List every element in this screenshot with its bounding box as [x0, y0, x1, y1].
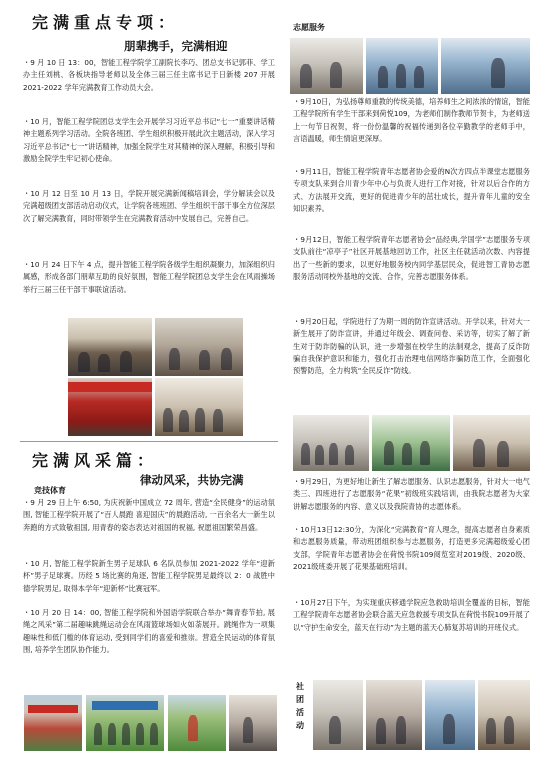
photo-club-group: [478, 680, 530, 750]
photo-football-team: [86, 695, 164, 751]
photo-club-event: [425, 680, 475, 750]
photo-lecture-hall: [155, 318, 243, 376]
photo-anti-fraud-lecture: [293, 415, 369, 471]
section3-paragraph-2: ・9月11日，智能工程学院青年志愿者协会爱的N次方四点半课堂志愿服务专项支队来到合川青少年中心与负责人进行工作对接，针对以后合作的方式、方法展开交流，更好的促进青少年的茁壮成长，提升青年儿童的安全知识素养。: [293, 167, 530, 213]
section3-paragraph-3: ・9月12日，智能工程学院青年志愿者协会“品经典,学国学”志愿服务专项支队前往“凉亭子”社区开展基地回访工作，社区主任就活动次数、内容提出了一些新的要求，以更好地服务校内同学基层民众，促进智工青协志愿服务活动同校外基地的交流、合作，完善志愿服务体系。: [293, 235, 530, 281]
section3-paragraph-1: ・9月10日，为弘扬尊师重教的传统美德，培养师生之间浓浓的情谊，智能工程学院所有学生干部来到荷悦109，为老师们制作教师节贺卡，为老师送上一句节日祝贺，将一份份温馨的祝福传递到各位辛勤教学的老师手中，言语温暖，师生情谊更深厚。: [293, 97, 530, 143]
section1-title: 完满重点专项：: [32, 13, 180, 32]
photo-club-meeting: [366, 680, 422, 750]
photo-classroom-volunteers: [366, 38, 438, 94]
section1-paragraph-2: ・10 月，智能工程学院团总支学生会开展学习习近平总书记“七一”重要讲话精神主题系列学习活动。全院各班团、学生组织积极开展此次主题活动，深入学习习近平总书记“七一”讲话精神，加强全院学生对其精神的深入理解，积极引导和激励全院学生牢记初心使命。: [23, 117, 275, 163]
section2-paragraph-1: ・9 月 29 日上午 6:50, 为庆祝新中国成立 72 周年, 营造“全民健身”的运动氛围, 智能工程学院开展了“百人晨跑 喜迎国庆”的晨跑活动, 一百余名大一新生以奔跑的方式致敬祖国, 用青春的姿态表达对祖国的祝福, 祝愿祖国繁荣昌盛。: [23, 498, 275, 532]
photo-jump-rope: [229, 695, 277, 751]
photo-club-room: [313, 680, 363, 750]
section1-paragraph-3: ・10 月 12 日至 10 月 13 日，学院开展完满新闻稿培训会，学分解读会以及完满超级团支部活动启动仪式，让学院各班班团、学生组织干部干事全方位深层次了解完满教育，同时带领学生在完满教育活动中发展自己，完善自己。: [23, 189, 275, 223]
photo-morning-run: [24, 695, 82, 751]
section2-paragraph-2: ・10 月, 智能工程学院新生男子足球队 6 名队员参加 2021-2022 学年“迎新杯”男子足球赛。历经 5 场比赛的角逐, 智能工程学院男足最终以 2：0 战胜中德学院男足, 取得本学年“迎新杯”比赛冠军。: [23, 559, 275, 593]
photo-football-match: [168, 695, 226, 751]
photo-award-stage: [68, 378, 152, 436]
section3-paragraph-7: ・10月27日下午，为实现重庆移通学院应急救助培训全覆盖的目标，智能工程学院青年志愿者协会联合蓝天应急救援专项支队在荷悦书院109开展了以“守护生命安全，蓝天在行动”为主题的蓝天心肺复苏培训的开班仪式。: [293, 598, 530, 632]
section2-title: 完满风采篇：: [32, 451, 159, 470]
section3-paragraph-6: ・10月13日12:30分，为深化“完满教育”育人理念，提高志愿者自身素质和志愿服务质量，带动班团组织参与志愿服务，打造更多完满超级爱心团支部，学院青年志愿者协会在荷悦书院109阅览室对2019级、2020级、2021级班委开展了花果基础班培训。: [293, 525, 530, 571]
photo-classroom-meeting: [68, 318, 152, 376]
photo-card-making: [290, 38, 363, 94]
section2-subtitle: 律动风采，共协完满: [140, 473, 244, 487]
photo-group-event: [155, 378, 243, 436]
section3-paragraph-5: ・9月29日，为更好地让新生了解志愿服务、认识志愿服务，针对大一电气类三、四班进行了志愿服务“花果”初级班实践培训，由我院志愿者为大家讲解志愿服务的内容、意义以及我院青协的志愿体系。: [293, 477, 530, 511]
photo-teacher-presentation: [441, 38, 530, 94]
section1-paragraph-1: ・9 月 10 日 13：00，智能工程学院学工副院长李巧、团总支书记郭菲、学工办主任刘桃、各板块指导老师以及全体三届三任主席书记于日新楼 207 开展 2021-2022 学年完满教育工作动员大会。: [23, 58, 275, 92]
sports-label: 竞技体育: [34, 486, 66, 495]
photo-cpr-training: [453, 415, 530, 471]
photo-volunteer-training: [372, 415, 450, 471]
section-divider: [20, 441, 278, 442]
section1-paragraph-4: ・10 月 24 日下午 4 点，提升智能工程学院各级学生组织凝聚力，加深组织归属感，形成各部门朋辈互助的良好氛围，智能工程学院团总支学生会在风雨操场举行三届三任干部干事联谊活动。: [23, 260, 275, 294]
volunteer-label: 志愿服务: [293, 23, 325, 32]
club-activity-label: 社团活动: [296, 682, 304, 730]
section2-paragraph-3: ・10 月 20 日 14：00, 智能工程学院和外国语学院联合举办“舞青春节拍, 展绳之风采”第二届趣味跳绳运动会在风雨篮球场如火如荼展开。跳绳作为一项集趣味性和低门槛的体育运动, 受到同学们的喜爱和推崇。营造全民运动的体育氛围, 培养学生团队协作能力。: [23, 608, 275, 654]
section3-paragraph-4: ・9月20日起，学院进行了为期一周的防诈宣讲活动。开学以来，针对大一新生展开了防诈宣讲，并通过年级会、调查问卷、采访等，切实了解了新生对于防诈防骗的认识，进一步增强在校学生的法制观念，提高了反诈防骗自我保护意识和能力，强化打击治理电信网络诈骗防范工作，全面强化预警防范，全力构筑“全民反诈”防线。: [293, 317, 530, 376]
section1-subtitle: 朋辈携手，完满相迎: [124, 39, 228, 53]
